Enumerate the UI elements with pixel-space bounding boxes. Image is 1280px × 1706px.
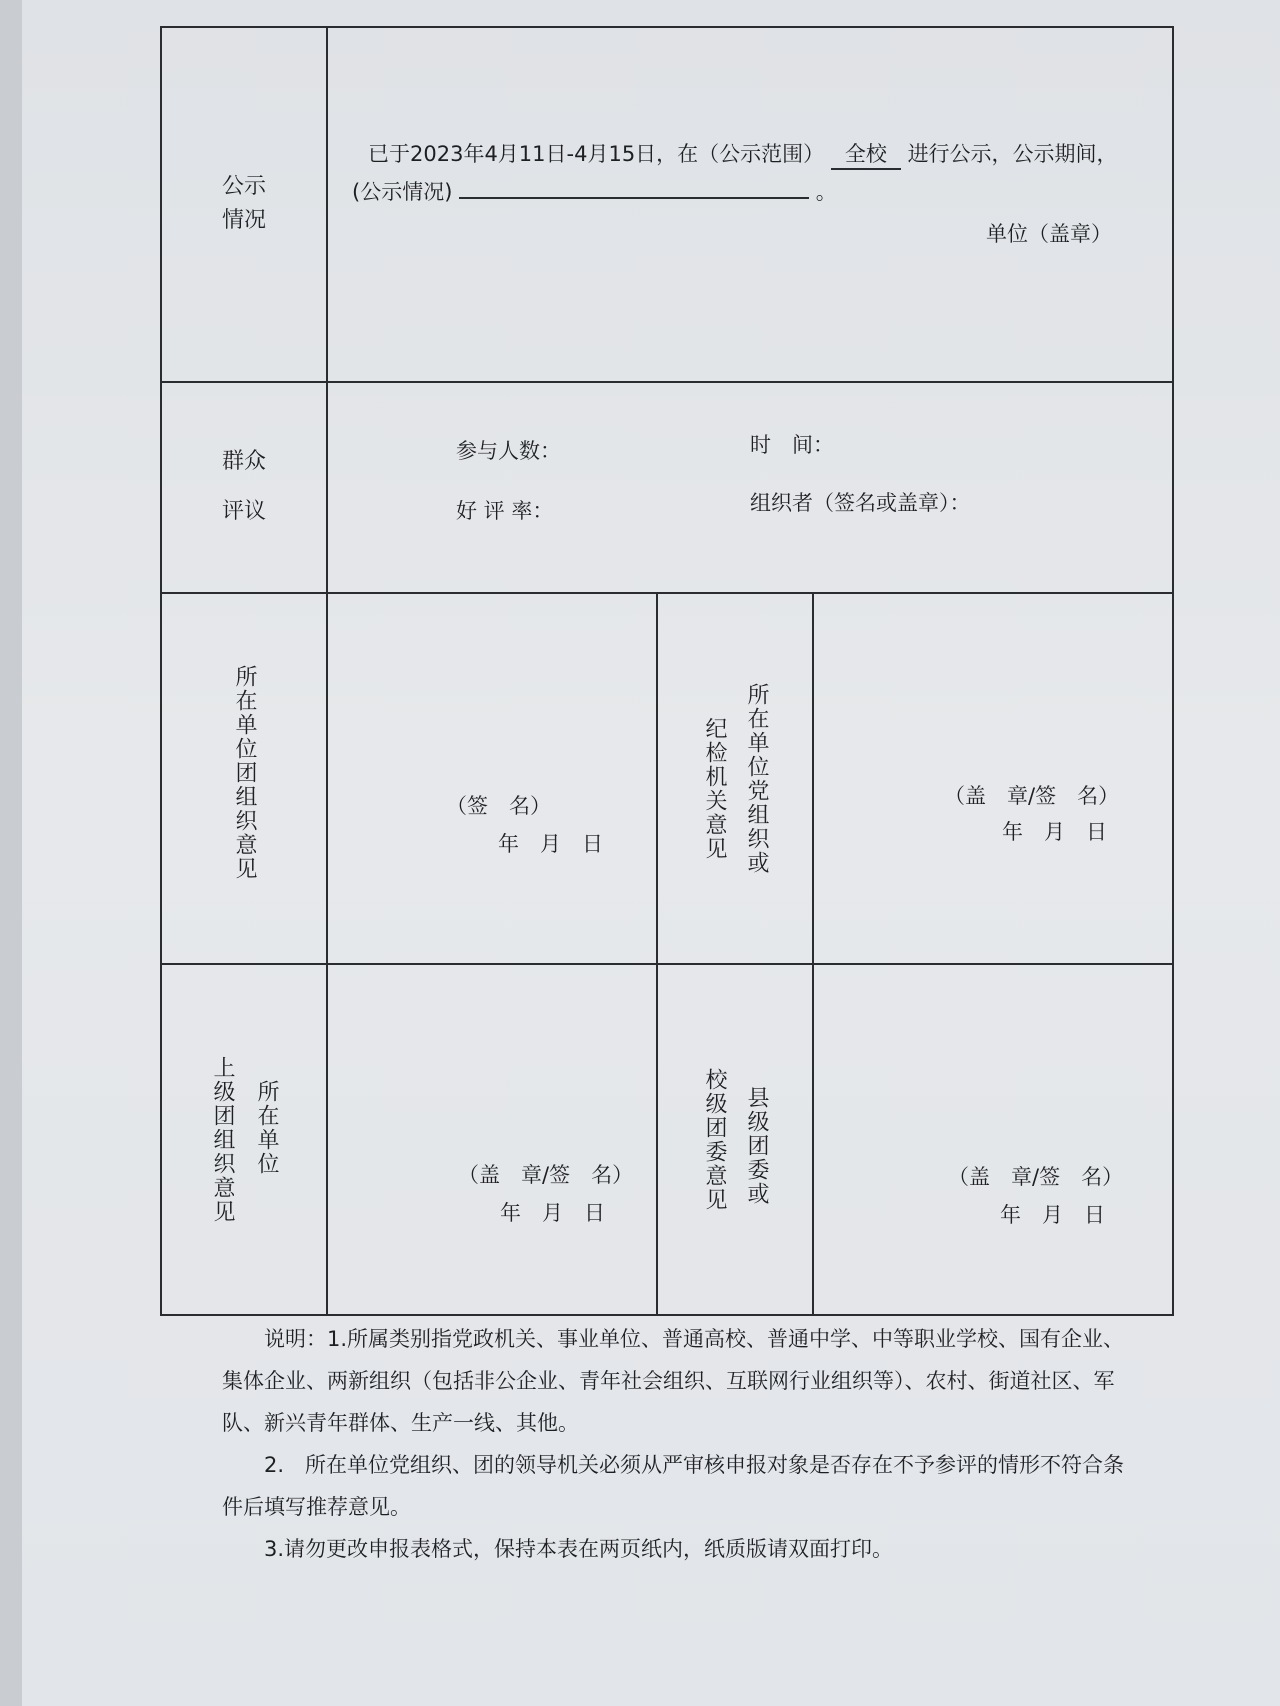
publicity-label: 公示情况 bbox=[221, 174, 266, 234]
opinion-row-1 bbox=[161, 593, 1173, 965]
party-label-col2: 纪检机关意见 bbox=[702, 716, 727, 861]
county-label-cell bbox=[657, 964, 813, 1315]
party-label-col1: 所在单位党组织或 bbox=[744, 682, 769, 875]
masses-review-row bbox=[161, 382, 1173, 593]
unit-league-label: 所在单位团组织意见 bbox=[232, 665, 257, 882]
unit-league-date: 年 月 日 bbox=[498, 831, 603, 856]
publicity-scope: 全校 bbox=[831, 138, 901, 170]
rating-field[interactable]: 好 评 率： bbox=[456, 498, 554, 523]
application-form-table bbox=[160, 26, 1174, 1316]
note-3: 3.请勿更改申报表格式，保持本表在两页纸内，纸质版请双面打印。 bbox=[264, 1537, 894, 1561]
superior-label-cell bbox=[161, 964, 327, 1315]
form-notes bbox=[222, 1318, 1142, 1570]
masses-content-cell bbox=[327, 382, 1173, 593]
party-opinion-cell[interactable] bbox=[813, 593, 1173, 965]
superior-opinion-cell[interactable] bbox=[327, 964, 657, 1315]
note-1: 说明：1.所属类别指党政机关、事业单位、普通高校、普通中学、中等职业学校、国有企业、集体企业、两新组织（包括非公企业、青年社会组织、互联网行业组织等）、农村、街道社区、军队、新兴青年群体、生产一线、其他。 bbox=[222, 1327, 1125, 1435]
superior-label-col2: 上级团组织意见 bbox=[210, 1055, 235, 1224]
publicity-status-blank[interactable] bbox=[459, 197, 809, 199]
masses-label-bottom: 评议 bbox=[221, 499, 266, 525]
county-opinion-cell[interactable] bbox=[813, 964, 1173, 1315]
unit-league-opinion-cell[interactable] bbox=[327, 593, 657, 965]
county-sign: （盖 章/签 名） bbox=[948, 1165, 1124, 1190]
unit-league-sign: （签 名） bbox=[446, 793, 551, 818]
organizer-field[interactable]: 组织者（签名或盖章）： bbox=[750, 490, 971, 515]
superior-label-col1: 所在单位 bbox=[254, 1079, 279, 1176]
party-label-cell bbox=[657, 593, 813, 965]
superior-date: 年 月 日 bbox=[500, 1201, 605, 1226]
superior-sign: （盖 章/签 名） bbox=[458, 1163, 634, 1188]
masses-label-top: 群众 bbox=[221, 449, 266, 475]
publicity-label-cell bbox=[161, 27, 327, 382]
publicity-row bbox=[161, 27, 1173, 382]
unit-league-label-cell bbox=[161, 593, 327, 965]
party-sign: （盖 章/签 名） bbox=[944, 783, 1120, 808]
publicity-line-1: 已于2023年4月11日-4月15日，在（公示范围） 全校 进行公示，公示期间， bbox=[368, 138, 1118, 170]
time-field[interactable]: 时 间： bbox=[750, 432, 834, 457]
participants-field[interactable]: 参与人数： bbox=[456, 438, 561, 463]
party-date: 年 月 日 bbox=[1002, 819, 1107, 844]
county-label-col2: 校级团委意见 bbox=[702, 1067, 727, 1212]
county-label-col1: 县级团委或 bbox=[744, 1085, 769, 1206]
publicity-line-2: (公示情况) 。 bbox=[352, 180, 837, 204]
masses-label-cell bbox=[161, 382, 327, 593]
note-2: 2. 所在单位党组织、团的领导机关必须从严审核申报对象是否存在不予参评的情形不符合条件后填写推荐意见。 bbox=[222, 1453, 1125, 1519]
opinion-row-2 bbox=[161, 964, 1173, 1315]
publicity-unit-seal: 单位（盖章） bbox=[986, 222, 1113, 246]
county-date: 年 月 日 bbox=[1000, 1203, 1105, 1228]
publicity-content-cell bbox=[327, 27, 1173, 382]
